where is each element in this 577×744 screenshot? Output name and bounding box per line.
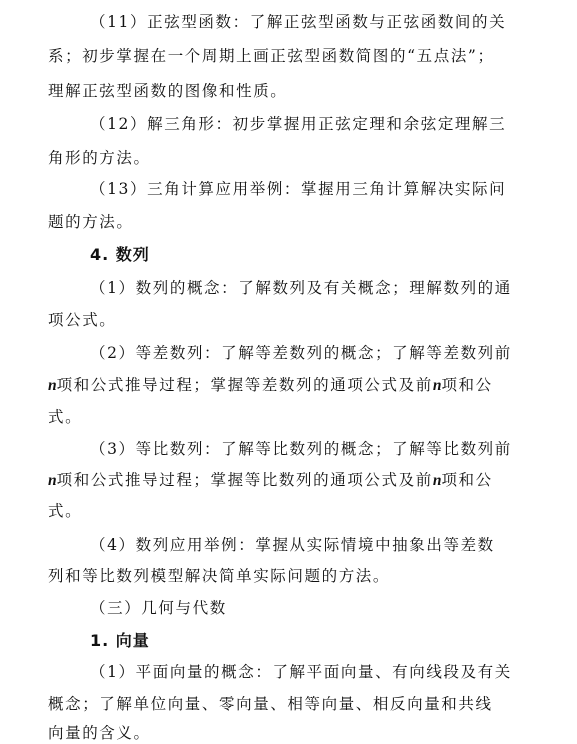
paragraph-arithmetic-line-1: （2）等差数列：了解等差数列的概念；了解等差数列前 xyxy=(90,344,512,362)
paragraph-geometric-line-3: 式。 xyxy=(48,502,83,520)
paragraph-arithmetic-line-2: n项和公式推导过程；掌握等差数列的通项公式及前n项和公 xyxy=(48,376,493,394)
paragraph-vector-concept-line-1: （1）平面向量的概念：了解平面向量、有向线段及有关 xyxy=(90,663,512,681)
paragraph-sequence-application-line-1: （4）数列应用举例：掌握从实际情境中抽象出等差数 xyxy=(90,536,495,554)
paragraph-sine-function-line-3: 理解正弦型函数的图像和性质。 xyxy=(48,82,288,100)
variable-n: n xyxy=(48,377,57,394)
variable-n: n xyxy=(432,472,442,489)
section-heading-geometry-algebra: （三）几何与代数 xyxy=(90,599,227,617)
paragraph-triangle-line-1: （12）解三角形：初步掌握用正弦定理和余弦定理解三 xyxy=(90,115,507,133)
paragraph-arithmetic-line-3: 式。 xyxy=(48,408,83,426)
paragraph-sequence-concept-line-2: 项公式。 xyxy=(48,311,117,329)
section-heading-sequences: 4. 数列 xyxy=(90,245,150,264)
paragraph-trig-application-line-2: 题的方法。 xyxy=(48,213,134,231)
paragraph-geometric-line-2: n项和公式推导过程；掌握等比数列的通项公式及前n项和公 xyxy=(48,471,493,489)
variable-n: n xyxy=(432,377,442,394)
paragraph-sine-function-line-1: （11）正弦型函数：了解正弦型函数与正弦函数间的关 xyxy=(90,13,507,31)
paragraph-geometric-line-1: （3）等比数列：了解等比数列的概念；了解等比数列前 xyxy=(90,440,512,458)
paragraph-sequence-concept-line-1: （1）数列的概念：了解数列及有关概念；理解数列的通 xyxy=(90,279,512,297)
variable-n: n xyxy=(48,472,57,489)
paragraph-vector-concept-line-2: 概念；了解单位向量、零向量、相等向量、相反向量和共线 xyxy=(48,695,493,713)
paragraph-trig-application-line-1: （13）三角计算应用举例：掌握用三角计算解决实际问 xyxy=(90,180,507,198)
section-heading-vectors: 1. 向量 xyxy=(90,631,150,650)
paragraph-sine-function-line-2: 系；初步掌握在一个周期上画正弦型函数简图的“五点法”； xyxy=(48,47,495,65)
paragraph-sequence-application-line-2: 列和等比数列模型解决简单实际问题的方法。 xyxy=(48,567,391,585)
paragraph-triangle-line-2: 角形的方法。 xyxy=(48,149,151,167)
paragraph-vector-concept-line-3: 向量的含义。 xyxy=(48,724,151,742)
